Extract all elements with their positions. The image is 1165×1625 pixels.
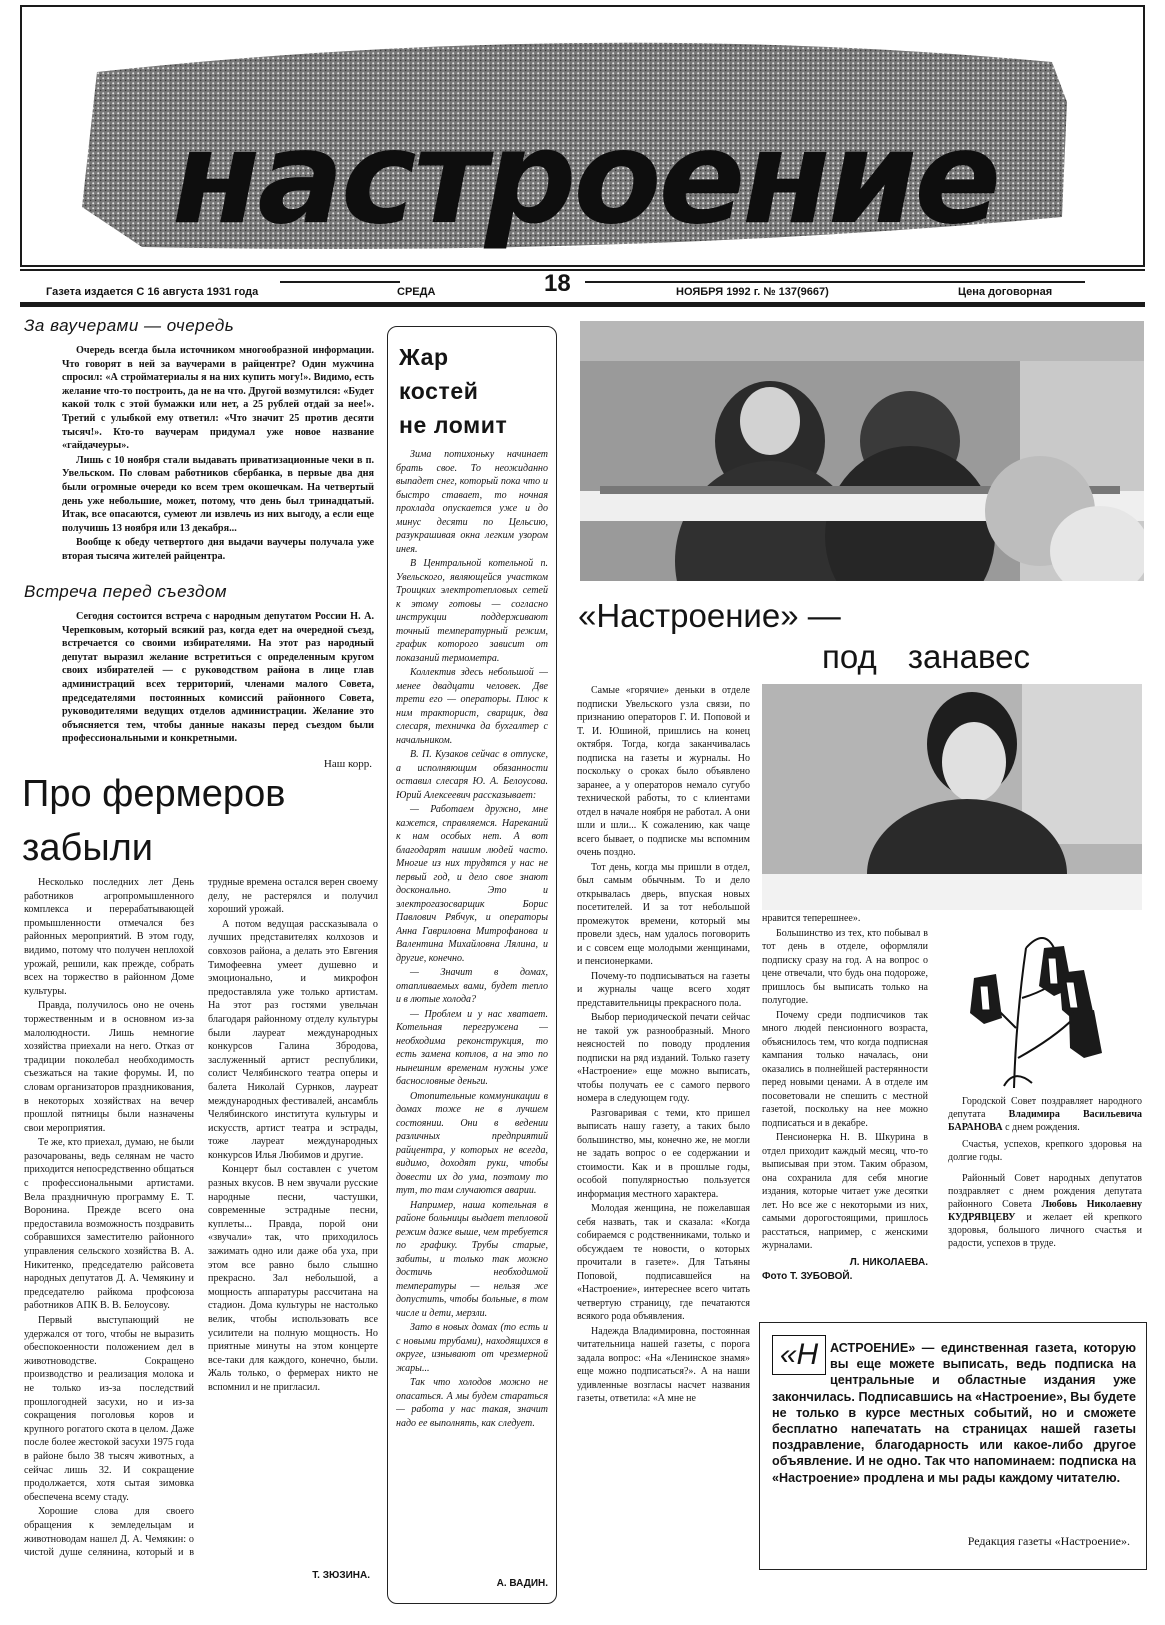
article1-title: За ваучерами — очередь <box>24 316 235 335</box>
article4-paragraph: Например, наша котельная в районе больницы выдает тепловой режим даже выше, чем требуется по графику. Трубы старые, забиты, и только так можно достичь необходимой температуры — нельзя же допустить, чтобы больные, в том числе и дети, мерзли. <box>396 1199 548 1319</box>
article2-paragraph: Сегодня состоится встреча с народным депутатом России Н. А. Черепковым, который всякий раз, когда едет на очередной съезд, встречается со своими избирателями. На этот раз народный депутат выразил желание встретиться с определенным кругом своих избирателей — с руководством района в лице глав администраций всех территорий, членами малого Совета, председателями постоянных комиссий районного Совета, руководителями ведущих отделов администрации. Желание это объясняется тем, чтобы данные наказы перед съездом были профессиональными и конкретными. <box>62 611 374 745</box>
masthead-price: Цена договорная <box>958 286 1053 298</box>
masthead-title: настроение <box>172 104 999 253</box>
article3-paragraph: Концерт был составлен с учетом разных вкусов. В нем звучали русские народные песни, частушки, современные эстрадные песни, куплеты... Правда, порой они «звучали» так, что приходилось зажимать одно или даже оба уха, при этом все равно было слышно прекрасно. Зал небольшой, а мощность аппаратуры рассчитана на стадион. Дома культуры не настолько велик, чтобы использовать все усилители на полную мощность. Но приятные минуты на этом концерте все-таки для каждого, конечно, были. Жаль только, о фермерах никто не вспомнил и не пригласил. <box>208 1164 378 1393</box>
masthead-since: Газета издается С 16 августа 1931 года <box>46 286 259 298</box>
masthead-day: 18 <box>544 270 571 297</box>
article2-body <box>62 610 374 756</box>
article5-signature: Л. НИКОЛАЕВА. <box>849 1256 928 1268</box>
masthead-box <box>20 5 1145 267</box>
article5-paragraph: Выбор периодической печати сейчас не такой уж разнообразный. Много неясностей по поводу продления подписки на ряд изданий. Только газету «Настроение» еще можно выписать, чтобы получать ее с самого первого номера в следующем году. <box>577 1012 750 1104</box>
article4-paragraph: В. П. Кузаков сейчас в отпуске, а исполняющим обязанности оставил слесаря Ю. А. Белоусова. Юрий Алексеевич рассказывает: <box>396 749 548 801</box>
article1-paragraph: Очередь всегда была источником многообразной информации. Что говорят в ней за ваучерами в райцентре? Один мужчина спросил: «А стройматериалы я на них купить могу!». Видимо, есть желание что-то построить, да не на что. Другой возмутился: «Будет какой толк с этой бумажки или нет, а 25 рублей отдай за нее!». Третий с улыбкой ему ответил: «Что значит 25 против десяти тысяч!». Кто-то ваучерам придумал уже новое название «гайдачеуры». <box>62 345 374 452</box>
article4-paragraph: Зато в новых домах (то есть и с новыми трубами), находящихся в округе, изнывают от чрезмерной жары... <box>396 1322 548 1374</box>
article3-paragraph: А потом ведущая рассказывала о лучших представителях колхозов и совхозов района, а делать это Евгения Тимофеевна умеет душевно и эмоционально, и микрофон предоставляла уже только артистам. На этот раз гостями увельчан благодаря районному отделу культуры были лауреат международных конкурсов Галина Збродова, заслуженный артист республики, солист Челябинского театра оперы и балета Николай Сурнков, лауреат международных фестивалей, ансамбль Челябинского института культуры и искусств, артист театра и эстрады, тоже лауреат международных конкурсов Илья Любимов и другие. <box>208 918 378 1161</box>
article3-paragraph: Хорошие слова для своего обращения к земледельцам и животноводам нашел Д. А. Чемякин: о чистой душе селянина, который и в трудные времена остался верен своему делу, не растерялся и получил хороший урожай. <box>24 877 378 1559</box>
info-rule-left <box>280 281 400 283</box>
article4-paragraph: Отопительные коммуникации в домах тоже не в лучшем состоянии. Они в ведении различных предприятий райцентра, у которых не всегда, видимо, доходят руки, чтобы довести их до ума, поэтому то тут, то там случаются аварии. <box>396 1090 548 1196</box>
greeting-text: и желает ей крепкого здоровья, большого личного счастья и радости, успехов в труде. <box>948 1212 1142 1249</box>
greeting-flower-illustration <box>944 918 1140 1093</box>
ad-body <box>772 1340 1136 1530</box>
article5-col1 <box>577 684 750 1589</box>
article5-title-line1: «Настроение» — <box>578 597 841 634</box>
article3-paragraph: Те же, кто приехал, думаю, не были разочарованы, ведь селянам не часто приходится непосредственно общаться с профессиональными артистами. Вела праздничную программу Е. Т. Воронина. Прежде всего она предоставила возможность поздравить собравшихся заместителю районного управления сельского хозяйства В. А. Никитенко, председателю райсовета народных депутатов Д. А. Чемякину и председателю райкома профсоюза работников АПК В. В. Белоусову. <box>24 1137 194 1312</box>
greeting-paragraph-2: Счастья, успехов, крепкого здоровья на долгие годы. <box>948 1139 1142 1163</box>
article5-paragraph: нравится теперешнее». <box>762 913 861 924</box>
article3-paragraph: Несколько последних лет День работников агропромышленного комплекса и перерабатывающей промышленности отмечался без районных мероприятий. В этом году, видимо, потому что получен неплохой урожай, решили, как прежде, собрать всех на торжество в районном Доме культуры. <box>24 877 194 997</box>
article1-paragraph: Вообще к обеду четвертого дня выдачи ваучеры получала уже вторая тысяча жителей райцентра. <box>62 537 374 562</box>
masthead-rule <box>20 269 1145 271</box>
photo-illustration <box>580 321 1144 581</box>
article4-paragraph: Коллектив здесь небольшой — менее двадцати человек. Две трети его — операторы. Плюс к ним тракторист, сварщик, два слесаря, техничка да бухгалтер с начальником. <box>396 667 548 746</box>
article4-title-line2: костей <box>399 378 479 404</box>
article4-paragraph: — Проблем и у нас хватает. Котельная перегружена — необходима реконструкция, то есть замена котлов, а на это по нынешним временам нужны уже баснословные деньги. <box>396 1008 548 1087</box>
article4-title-line1: Жар <box>399 344 449 370</box>
article4-paragraph: В Центральной котельной п. Увельского, являющейся участком Троицких электротепловых сетей к этому готовы — согласно инструкции поддерживают точный температурный режим, график которого зависит от показаний термометра. <box>396 558 548 664</box>
greeting-body <box>948 1095 1142 1320</box>
article4-paragraph: Зима потихоньку начинает брать свое. То неожиданно выпадет снег, который пока что и быстро ставает, то ночная прохлада опускается уже и до минус десяти по Цельсию, разукрашивая окна легким узором инея. <box>396 449 548 555</box>
article5-paragraph: Большинство из тех, кто побывал в тот день в отделе, оформляли подписку сразу на год. А на вопрос о цене отвечали, что будь она подороже, пришлось бы выписать только на полугодие. <box>762 927 928 1006</box>
article3-title-line1: Про фермеров <box>22 773 286 815</box>
article4-paragraph: — Значит в домах, отапливаемых вами, будет тепло и в лютые холода? <box>396 967 548 1005</box>
masthead-issue: НОЯБРЯ 1992 г. № 137(9667) <box>676 286 829 298</box>
article3-signature: Т. ЗЮЗИНА. <box>312 1570 370 1581</box>
greeting-paragraph-3 <box>948 1172 1142 1250</box>
photo-operator <box>762 684 1142 910</box>
article5-title-line2: под занавес <box>822 638 1030 675</box>
article5-paragraph: Самые «горячие» деньки в отделе подписки Увельского узла связи, по признанию операторов Г. И. Поповой и Т. И. Юшиной, пришлись на конец октября. Тогда, когда заканчивалась подписка на газеты и журналы. Но поскольку о сроках было объявлено заранее, а у операторов немало сугубо технической работы, то с клиентами отдел в начале ноября не работал. А они шли и шли... К сожалению, как чаще всего бывает, о подписке мы вспомним очень поздно. <box>577 685 750 858</box>
greeting-name-baranov: Владимира Васильевича БАРАНОВА <box>948 1109 1142 1133</box>
article4-paragraph: — Работаем дружно, мне кажется, справляемся. Нареканий к нам особых нет. А вот благодарят нашим людей часто. Многие из них трудятся у нас не первый год, и дело свое знают досконально. Это и электрогазосварщик Борис Павлович Рябчук, и операторы Анна Гавриловна Митрофанова и Валентина Михайловна Лялина, и другие, конечно. <box>396 804 548 964</box>
article5-paragraph: Надежда Владимировна, постоянная читательница нашей газеты, с порога задала вопрос: «На «Ленинское знамя» еще можно подписаться?». А на наши удивленные возгласы насчет названия газеты, ответила: «А мне не <box>577 1325 750 1404</box>
article4-signature: А. ВАДИН. <box>496 1578 548 1589</box>
ad-text: АСТРОЕНИЕ» — единственная газета, которую вы еще можете выписать, ведь подписка на центральные и областные издания уже закончилась. Подписавшись на «Настроение», Вы будете не только в курсе местных событий, но и сможете бесплатно напечатать на страницах нашей газеты поздравление, благодарность или какое-либо другое объявление. И не одно. Так что напоминаем: подписка на «Настроение» продлена и мы рады каждому читателю. <box>772 1341 1136 1485</box>
greeting-text: Городской Совет поздравляет народного депутата <box>948 1096 1142 1120</box>
article3-paragraph: Правда, получилось оно не очень торжественным и в основном из-за малолюдности. Лишь немногие хозяйства приехали на него. Отказ от традиции поколебал необходимость съезжаться на такие форумы. И, по словам организаторов праздникования, в некоторых хозяйствах на вечер прошлой пятницы были назначены свои мероприятия. <box>24 1000 194 1134</box>
article5-paragraph: Разговаривая с теми, кто пришел выписать нашу газету, а таких было большинство, мы, конечно же, не могли не задать вопрос о ее содержании и стоимости. Как и в прошлые годы, особой популярностью пользуется информация местного характера. <box>577 1107 750 1200</box>
article3-paragraph: Первый выступающий не удержался от того, чтобы не выразить обеспокоенности положением дел в животноводстве. Сокращено производство и реализация молока и не только из-за последствий прошлогодней засухи, но и из-за сокращения поголовья коров и крупного рогатого скота в целом. Даже после более жестокой засухи 1975 года в районе было 38 тысяч животных, а сейчас лишь 32. И сокращение продолжается, хотя сытая зимовка обеспечена всему стаду. <box>24 1315 194 1503</box>
article5-paragraph: Молодая женщина, не пожелавшая себя назвать, так и сказала: «Когда собираемся с родственниками, только и обсуждаем те новости, о которых прочитали в газете». Для Татьяны Поповой, подписавшейся на «Настроение», интереснее всего читать четвертую страницу, где печатаются всякого рода объявления. <box>577 1203 750 1322</box>
masthead-logo <box>22 7 1145 267</box>
article5-paragraph: Почему-то подписываться на газеты и журналы чаще всего ходят представительницы прекрасного пола. <box>577 970 750 1009</box>
bellflower-icon <box>944 918 1140 1093</box>
article3-body <box>24 876 378 1566</box>
ad-initial-spacer <box>772 1340 830 1374</box>
article5-paragraph: Тот день, когда мы пришли в отдел, был самым обычным. То и дело открывалась дверь, впуская новых посетителей. И за тот небольшой промежуток времени, который мы провели здесь, нам удалось поговорить и с совсем еще молодыми женщинами, и пенсионерками. <box>577 861 750 967</box>
ad-initial: «Н <box>772 1335 826 1375</box>
greeting-name-kudryavtseva: Любовь Николаевну КУДРЯВЦЕВУ <box>948 1199 1142 1223</box>
article4-title-line3: не ломит <box>399 412 508 438</box>
photo-subscription-office <box>580 321 1144 581</box>
article4-body <box>396 448 548 1573</box>
article2-signature: Наш корр. <box>323 758 372 770</box>
info-rule-right <box>585 281 1085 283</box>
article5-paragraph: Пенсионерка Н. В. Шкурина в отдел приходит каждый месяц, что-то выписывая при этом. Таким образом, она сохранила для себя многие издания, которые читает уже десятки лет. Но все же с некоторыми из них, самыми дорогостоящими, пришлось расстаться, например, с женскими журналами. <box>762 1132 928 1251</box>
greeting-paragraph-1 <box>948 1095 1142 1134</box>
article1-body <box>62 344 374 576</box>
article4-paragraph: Так что холодов можно не опасаться. А мы будем стараться — работа у нас такая, значит надо ее выполнять, как следует. <box>396 1377 548 1429</box>
ad-signature: Редакция газеты «Настроение». <box>967 1534 1130 1548</box>
photo-operator-illustration <box>762 684 1142 910</box>
article2-title: Встреча перед съездом <box>24 582 228 601</box>
masthead-weekday: СРЕДА <box>397 286 436 298</box>
article3-title-line2: забыли <box>22 827 154 869</box>
masthead-bottom-rule <box>20 302 1145 307</box>
article1-paragraph: Лишь с 10 ноября стали выдавать приватизационные чеки в п. Увельском. По словам работников сбербанка, в первые два дня были огромные очереди ко всем трем окошечкам. На четвертый день уже небольшие, может, потому, что день был тринадцатый. Итак, все опасаются, сумеют ли извлечь из них выгоду, а если еще получишь 13 ноября или 13 декабря... <box>62 454 374 534</box>
article5-paragraph: Почему среди подписчиков так много людей пенсионного возраста, объяснилось тем, что когда подписная кампания только началась, они оказались в полнейшей растерянности перед новыми ценами. А в отделе им посоветовали не спешить с местной газетой, поскольку на нее можно подписаться и в декабре. <box>762 1009 928 1129</box>
greeting-text: с днем рождения. <box>1002 1122 1080 1133</box>
article5-photo-credit: Фото Т. ЗУБОВОЙ. <box>762 1271 853 1282</box>
greeting-text: Районный Совет народных депутатов поздравляет с днем рождения депутата районного Совета <box>948 1173 1142 1210</box>
